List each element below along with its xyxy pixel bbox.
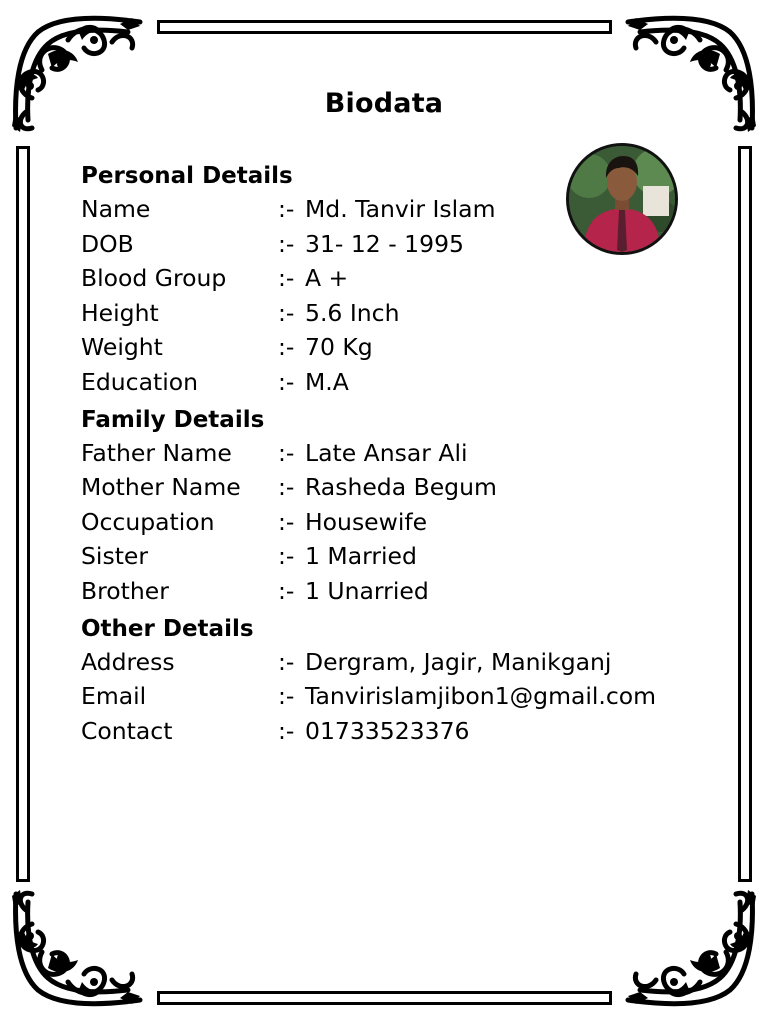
field-value: M.A <box>305 367 349 396</box>
field-separator: :- <box>278 576 295 605</box>
field-value: 1 Married <box>305 542 417 571</box>
left-border <box>16 146 30 882</box>
field-label: Blood Group <box>81 264 227 293</box>
field-value: Dergram, Jagir, Manikganj <box>305 647 612 676</box>
field-label: Height <box>81 298 159 327</box>
field-separator: :- <box>278 716 295 745</box>
field-label: Mother Name <box>81 473 241 502</box>
section-heading-family: Family Details <box>81 406 265 433</box>
row-dob <box>81 227 721 262</box>
row-father-name <box>81 436 721 471</box>
field-separator: :- <box>278 542 295 571</box>
field-separator: :- <box>278 298 295 327</box>
row-blood-group <box>81 261 721 296</box>
field-label: Email <box>81 682 147 711</box>
field-label: Father Name <box>81 438 232 467</box>
field-value: Tanvirislamjibon1@gmail.com <box>305 682 657 711</box>
top-border <box>157 20 612 34</box>
field-value: 5.6 Inch <box>305 298 400 327</box>
field-value: Late Ansar Ali <box>305 438 468 467</box>
section-heading-other: Other Details <box>81 615 254 642</box>
field-value: 01733523376 <box>305 716 470 745</box>
field-label: Contact <box>81 716 173 745</box>
field-separator: :- <box>278 507 295 536</box>
field-value: Md. Tanvir Islam <box>305 195 496 223</box>
field-value: A + <box>305 264 349 293</box>
field-separator: :- <box>278 195 295 223</box>
row-name <box>81 192 721 227</box>
field-label: Brother <box>81 576 169 605</box>
row-education <box>81 365 721 400</box>
field-separator: :- <box>278 367 295 396</box>
row-occupation <box>81 505 721 540</box>
ornament-bottom-left <box>8 886 148 1012</box>
row-height <box>81 296 721 331</box>
field-separator: :- <box>278 473 295 502</box>
field-separator: :- <box>278 229 295 258</box>
field-label: Occupation <box>81 507 215 536</box>
field-separator: :- <box>278 682 295 711</box>
field-value: 1 Unarried <box>305 576 429 605</box>
section-heading-personal: Personal Details <box>81 163 293 189</box>
field-separator: :- <box>278 333 295 362</box>
biodata-content <box>81 160 721 748</box>
field-label: Address <box>81 647 175 676</box>
row-address <box>81 645 721 680</box>
field-value: Housewife <box>305 507 428 536</box>
row-sister <box>81 539 721 574</box>
field-value: 70 Kg <box>305 333 373 362</box>
row-brother <box>81 574 721 609</box>
field-label: Education <box>81 367 198 396</box>
field-label: Sister <box>81 542 149 571</box>
field-label: Weight <box>81 333 163 362</box>
row-weight <box>81 330 721 365</box>
field-separator: :- <box>278 264 295 293</box>
bottom-border <box>157 991 612 1005</box>
field-separator: :- <box>278 438 295 467</box>
field-separator: :- <box>278 647 295 676</box>
row-contact <box>81 714 721 749</box>
page-title: Biodata <box>324 88 444 119</box>
field-value: Rasheda Begum <box>305 473 497 502</box>
ornament-bottom-right <box>620 886 760 1012</box>
field-value: 31- 12 - 1995 <box>305 229 464 258</box>
field-label: Name <box>81 195 151 223</box>
row-mother-name <box>81 470 721 505</box>
row-email <box>81 679 721 714</box>
right-border <box>738 146 752 882</box>
field-label: DOB <box>81 229 134 258</box>
